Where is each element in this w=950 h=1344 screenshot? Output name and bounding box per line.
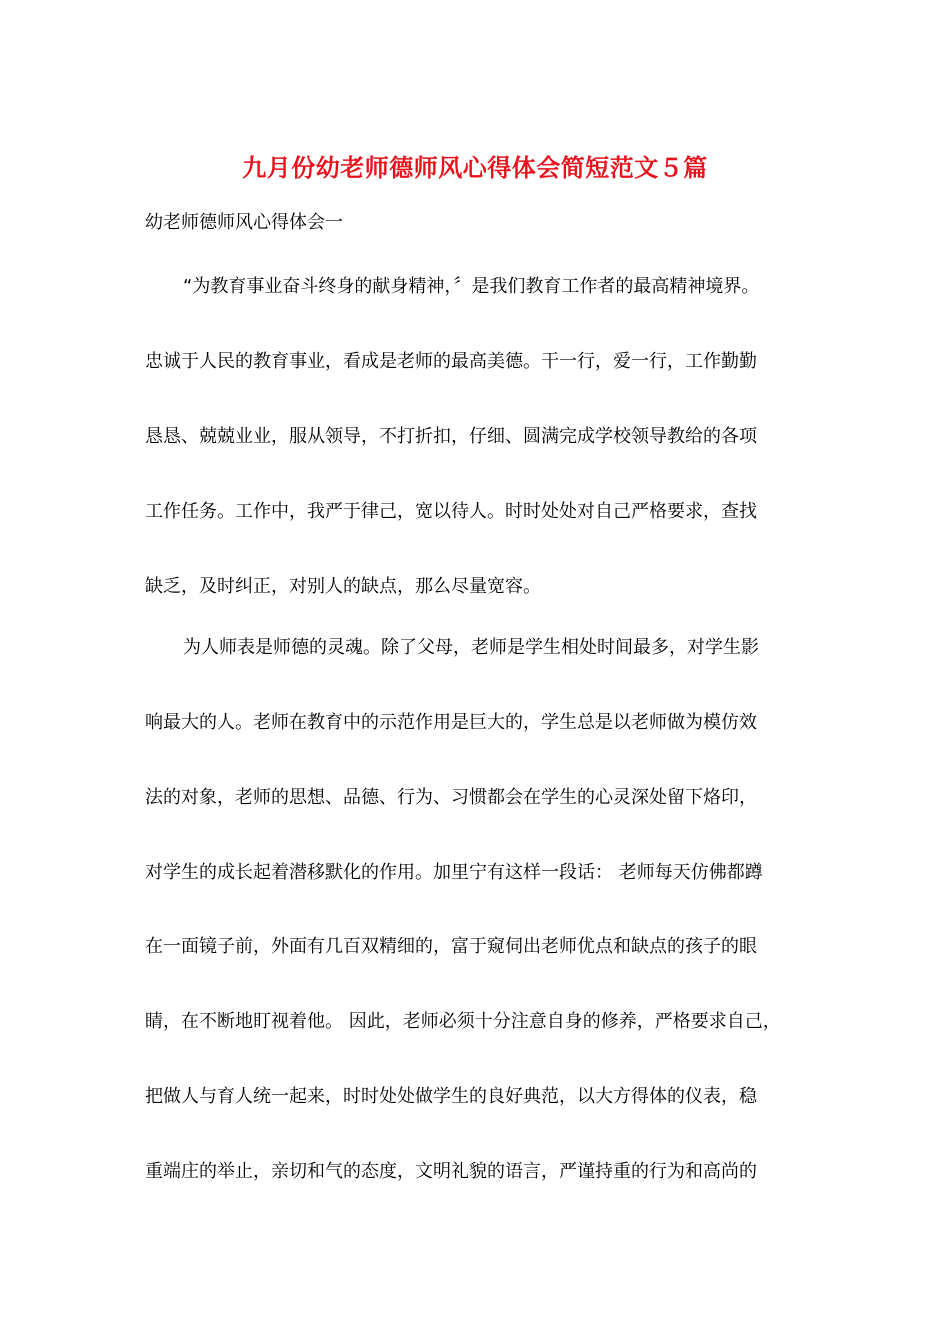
paragraph-line: “为教育事业奋斗终身的献身精神，〞是我们教育工作者的最高精神境界。 [183, 276, 760, 297]
paragraph-line: 缺乏，及时纠正，对别人的缺点，那么尽量宽容。 [145, 576, 541, 597]
paragraph-line: 对学生的成长起着潜移默化的作用。加里宁有这样一段话： 老师每天仿佛都蹲 [145, 862, 763, 883]
paragraph-line: 为人师表是师德的灵魂。除了父母，老师是学生相处时间最多，对学生影 [183, 637, 759, 658]
paragraph-line: 忠诚于人民的教育事业，看成是老师的最高美德。干一行，爱一行，工作勤勤 [145, 351, 757, 372]
paragraph-line: 法的对象，老师的思想、品德、行为、习惯都会在学生的心灵深处留下烙印， [145, 787, 757, 808]
paragraph-line: 工作任务。工作中，我严于律己，宽以待人。时时处处对自己严格要求，查找 [145, 501, 757, 522]
paragraph-line: 睛，在不断地盯视着他。 因此，老师必须十分注意自身的修养，严格要求自己， [145, 1011, 781, 1032]
paragraph-line: 重端庄的举止，亲切和气的态度，文明礼貌的语言，严谨持重的行为和高尚的 [145, 1161, 757, 1182]
paragraph-line: 恳恳、兢兢业业，服从领导，不打折扣，仔细、圆满完成学校领导教给的各项 [145, 426, 757, 447]
paragraph-line: 响最大的人。老师在教育中的示范作用是巨大的，学生总是以老师做为模仿效 [145, 712, 757, 733]
page-title: 九月份幼老师德师风心得体会简短范文５篇 [242, 153, 708, 182]
paragraph-line: 在一面镜子前，外面有几百双精细的，富于窥伺出老师优点和缺点的孩子的眼 [145, 936, 757, 957]
section-heading: 幼老师德师风心得体会一 [145, 212, 343, 233]
paragraph-line: 把做人与育人统一起来，时时处处做学生的良好典范，以大方得体的仪表，稳 [145, 1086, 757, 1107]
